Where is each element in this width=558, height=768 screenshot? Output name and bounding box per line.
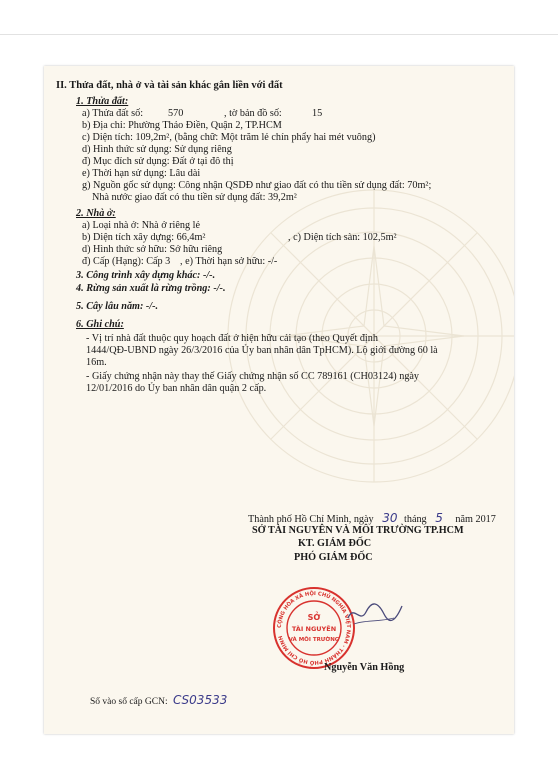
section-title: II. Thửa đất, nhà ở và tài sản khác gắn liền với đất <box>56 80 283 91</box>
perennial-trees: 5. Cây lâu năm: -/-. <box>76 301 159 312</box>
house-ownership-form: d) Hình thức sở hữu: Sở hữu riêng <box>82 244 223 255</box>
note-1-line3: 16m. <box>86 357 107 368</box>
house-floor-area: , c) Diện tích sàn: 102,5m² <box>288 232 397 243</box>
signing-year-label: năm <box>455 514 473 525</box>
land-parcel-number-label: a) Thửa đất số: <box>82 108 144 119</box>
issuing-office: SỞ TÀI NGUYÊN VÀ MÔI TRƯỜNG TP.HCM <box>252 525 464 536</box>
notes-heading: 6. Ghi chú: <box>76 319 124 330</box>
land-origin-line2: Nhà nước giao đất có thu tiền sử dụng đất: 39,2m² <box>92 192 297 203</box>
land-address: b) Địa chỉ: Phường Thảo Điền, Quận 2, TP.HCM <box>82 120 282 131</box>
stamp-outer-text: CỘNG HÒA XÃ HỘI CHỦ NGHĨA VIỆT NAM · THÀNH PHỐ HỒ CHÍ MINH <box>276 590 352 666</box>
planted-forest: 4. Rừng sản xuất là rừng trồng: -/-. <box>76 283 226 294</box>
signing-month: 5 <box>435 511 443 525</box>
gcn-issue-number-value: CS03533 <box>172 693 228 707</box>
house-type: a) Loại nhà ở: Nhà ở riêng lẻ <box>82 220 200 231</box>
signing-place-date <box>248 512 496 526</box>
land-use-term: e) Thời hạn sử dụng: Lâu dài <box>82 168 201 179</box>
signer-authority: KT. GIÁM ĐỐC <box>298 538 372 549</box>
land-origin-line1: g) Nguồn gốc sử dụng: Công nhận QSDĐ như giao đất có thu tiền sử dụng đất: 70m²; <box>82 180 432 191</box>
house-build-area: b) Diện tích xây dựng: 66,4m² <box>82 232 206 243</box>
house-grade: đ) Cấp (Hạng): Cấp 3 <box>82 256 171 267</box>
stamp-inner-line3: VÀ MÔI TRƯỜNG <box>288 637 340 643</box>
note-2-line1: - Giấy chứng nhận này thay thế Giấy chứng nhận số CC 789161 (CH03124) ngày <box>86 371 420 382</box>
house-ownership-term: , e) Thời hạn sở hữu: -/- <box>180 256 278 267</box>
land-map-sheet-label: , tờ bản đồ số: <box>224 108 282 119</box>
gcn-issue-number-label: Số vào sổ cấp GCN: <box>90 697 168 707</box>
stamp-inner-line1: SỞ <box>307 613 321 622</box>
signing-day: 30 <box>382 511 398 525</box>
gcn-issue-number <box>90 694 227 708</box>
land-map-sheet-number: 15 <box>312 108 323 119</box>
other-constructions: 3. Công trình xây dựng khác: -/-. <box>76 270 216 281</box>
note-2-line2: 12/01/2016 do Ủy ban nhân dân quận 2 cấp. <box>86 383 267 394</box>
note-1-line2: 1444/QĐ-UBND ngày 26/3/2016 của Ủy ban nhân dân TpHCM). Lộ giới đường 60 là <box>86 345 438 356</box>
land-use-form: d) Hình thức sử dụng: Sử dụng riêng <box>82 144 232 155</box>
signer-name: Nguyễn Văn Hồng <box>324 662 405 673</box>
signing-year: 2017 <box>475 514 496 525</box>
signer-title: PHÓ GIÁM ĐỐC <box>294 552 373 563</box>
signing-month-label: tháng <box>404 514 427 525</box>
land-parcel-number: 570 <box>168 108 184 119</box>
stamp-inner-line2: TÀI NGUYÊN <box>291 625 337 633</box>
land-use-purpose: đ) Mục đích sử dụng: Đất ở tại đô thị <box>82 156 234 167</box>
handwritten-signature <box>344 594 404 634</box>
land-area: c) Diện tích: 109,2m², (bằng chữ: Một trăm lẻ chín phẩy hai mét vuông) <box>82 132 376 143</box>
house-heading: 2. Nhà ở: <box>76 208 116 219</box>
land-heading: 1. Thửa đất: <box>76 96 129 107</box>
top-divider <box>0 34 558 35</box>
signing-place-label: Thành phố Hồ Chí Minh, ngày <box>248 514 374 525</box>
certificate-page <box>44 66 514 734</box>
note-1-line1: - Vị trí nhà đất thuộc quy hoạch đất ở hiện hữu cải tạo (theo Quyết định <box>86 333 378 344</box>
